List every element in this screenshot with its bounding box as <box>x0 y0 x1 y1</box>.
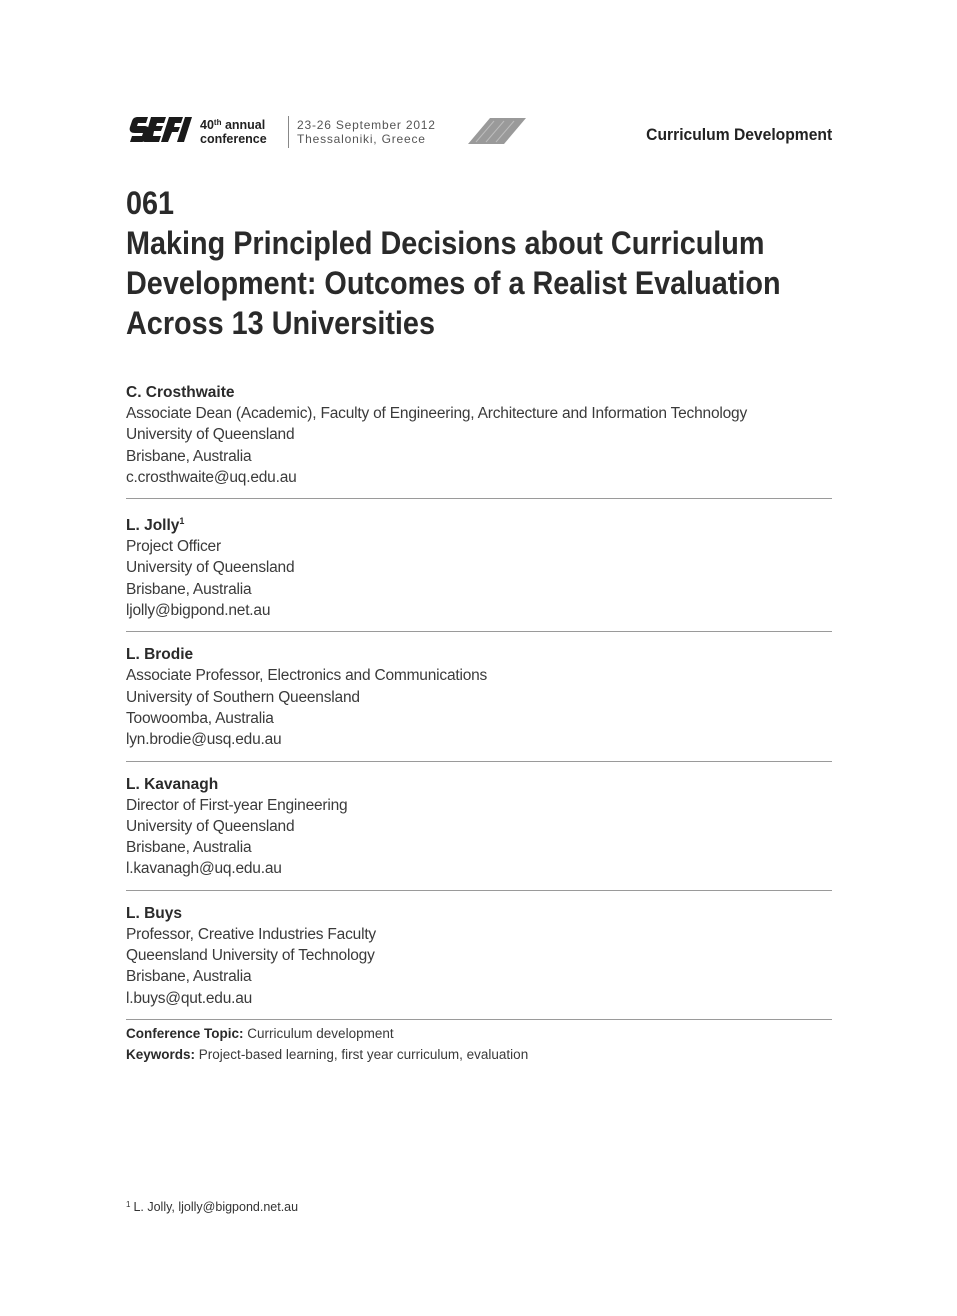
conference-topic-value: Curriculum development <box>247 1026 394 1041</box>
author-name: L. Brodie <box>126 646 194 664</box>
author-name: C. Crosthwaite <box>126 384 235 401</box>
author-block <box>126 380 832 499</box>
footnote-mark: 1 <box>126 1200 131 1209</box>
author-institution: University of Queensland <box>126 559 295 577</box>
footnote <box>126 1196 298 1216</box>
author-institution: University of Southern Queensland <box>126 688 360 706</box>
author-email: ljolly@bigpond.net.au <box>126 602 271 620</box>
author-block <box>126 901 832 1020</box>
author-institution: Queensland University of Technology <box>126 947 375 965</box>
author-name: L. Jolly$^1$ <box>126 516 185 535</box>
conference-topic-label: Conference Topic: <box>126 1026 244 1041</box>
section-label: Curriculum Development <box>646 125 832 144</box>
author-institution: University of Queensland <box>126 817 295 835</box>
title-block <box>126 183 832 343</box>
keywords-label: Keywords: <box>126 1047 196 1062</box>
author-block <box>126 509 832 632</box>
paper-metadata <box>126 1023 832 1065</box>
paper-title <box>126 223 781 343</box>
conference-dates: 23-26 September 2012 <box>297 118 436 132</box>
keywords-value: Project-based learning, first year curriculum, evaluation <box>198 1047 529 1062</box>
author-location: Brisbane, Australia <box>126 839 252 857</box>
author-position: Director of First-year Engineering <box>126 796 348 814</box>
conference-edition: 40th annual conference <box>200 118 267 146</box>
author-position: Associate Dean (Academic), Faculty of Engineering, Architecture and Information Technology <box>126 405 747 422</box>
author-email: lyn.brodie@usq.edu.au <box>126 731 282 749</box>
author-list <box>126 380 832 1020</box>
conference-dates-location <box>297 118 436 146</box>
author-email: c.crosthwaite@uq.edu.au <box>126 468 297 486</box>
author-email: l.buys@qut.edu.au <box>126 989 253 1007</box>
author-position: Professor, Creative Industries Faculty <box>126 925 376 943</box>
footnote-text: L. Jolly, ljolly@bigpond.net.au <box>133 1200 299 1214</box>
author-email: l.kavanagh@uq.edu.au <box>126 860 282 878</box>
sefi-logo <box>126 112 192 146</box>
paper-title-line: Across 13 Universities <box>126 305 435 341</box>
footnote-reference: 1 <box>179 516 185 527</box>
header-divider <box>288 116 289 148</box>
conference-location: Thessaloniki, Greece <box>297 132 426 146</box>
conference-topic <box>126 1023 832 1044</box>
paper-number: 061 <box>126 185 175 221</box>
author-location: Toowoomba, Australia <box>126 709 274 727</box>
author-block <box>126 772 832 891</box>
decorative-stripe-icon <box>468 118 526 144</box>
author-institution: University of Queensland <box>126 426 295 444</box>
author-location: Brisbane, Australia <box>126 968 252 986</box>
author-position: Associate Professor, Electronics and Communications <box>126 667 488 685</box>
author-block <box>126 642 832 761</box>
author-name: L. Kavanagh <box>126 775 219 793</box>
paper-title-line: Making Principled Decisions about Curriculum <box>126 225 765 261</box>
keywords <box>126 1044 832 1065</box>
author-name: L. Buys <box>126 904 182 922</box>
author-location: Brisbane, Australia <box>126 447 252 465</box>
paper-title-line: Development: Outcomes of a Realist Evaluation <box>126 265 781 301</box>
conference-header <box>126 112 832 152</box>
author-position: Project Officer <box>126 538 221 556</box>
author-location: Brisbane, Australia <box>126 580 252 598</box>
